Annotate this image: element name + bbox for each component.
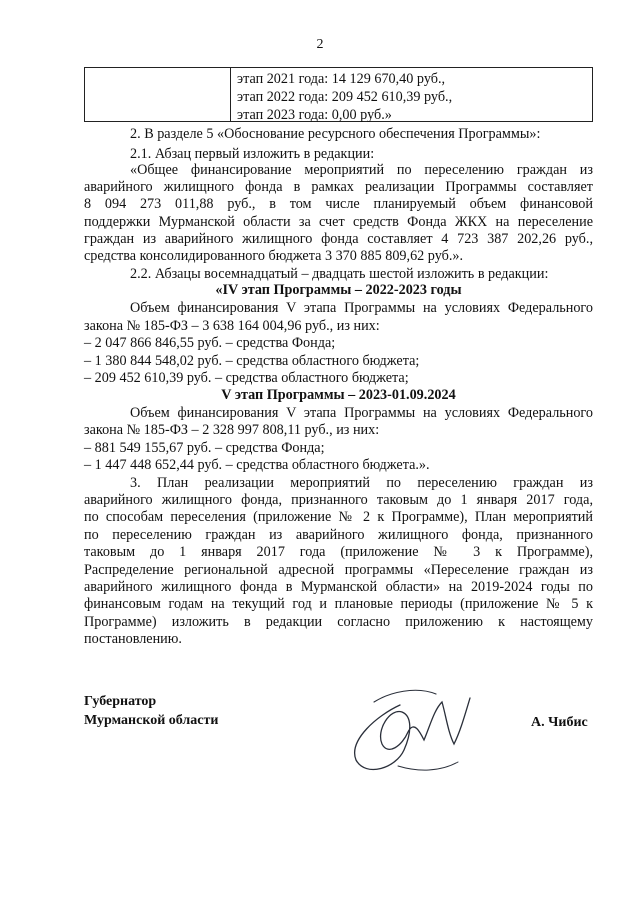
text-line: по переселению граждан из аварийного жилищного фонда, признанного: [84, 527, 593, 543]
text-line: аварийного жилищного фонда в Мурманской области» на 2019-2024 годы по: [84, 579, 593, 595]
text-line: Объем финансирования V этапа Программы на условиях Федерального: [130, 405, 593, 421]
table-row: этап 2021 года: 14 129 670,40 руб.,: [237, 71, 446, 87]
signatory-title: Мурманской области: [84, 713, 219, 728]
list-item: – 2 047 866 846,55 руб. – средства Фонда;: [84, 335, 336, 351]
list-item: – 1 447 448 652,44 руб. – средства областного бюджета.».: [84, 457, 430, 473]
text-line: постановлению.: [84, 631, 182, 647]
text-line: средства консолидированного бюджета 3 370 885 809,62 руб.».: [84, 248, 464, 264]
table-column-divider: [230, 68, 231, 121]
text-line: Программе) изложить в редакции согласно приложению к настоящему: [84, 614, 593, 630]
text-line: 2. В разделе 5 «Обоснование ресурсного обеспечения Программы»:: [130, 126, 541, 142]
text-line: 2.2. Абзацы восемнадцатый – двадцать шестой изложить в редакции:: [130, 266, 549, 282]
signatory-title: Губернатор: [84, 694, 157, 709]
page-number: 2: [316, 37, 324, 52]
list-item: – 881 549 155,67 руб. – средства Фонда;: [84, 440, 325, 456]
text-line: закона № 185-ФЗ – 3 638 164 004,96 руб., из них:: [84, 318, 380, 334]
text-line: финансовым годам на текущий год и плановые периоды (приложение № 5 к: [84, 596, 593, 612]
text-line: поддержки Мурманской области за счет средств Фонда ЖКХ на переселение: [84, 214, 593, 230]
handwritten-signature: [338, 680, 478, 780]
table-cell: [237, 70, 452, 125]
text-line: аварийного жилищного фонда в рамках реализации Программы составляет: [84, 179, 593, 195]
text-line: 8 094 273 011,88 руб., в том числе планируемый объем финансовой: [84, 196, 593, 212]
stages-table: [84, 67, 593, 122]
text-line: по способам переселения (приложение № 2 к Программе), План мероприятий: [84, 509, 593, 525]
section-heading: V этап Программы – 2023-01.09.2024: [221, 387, 456, 403]
text-line: граждан из аварийного жилищного фонда составляет 4 723 387 202,26 руб.,: [84, 231, 593, 247]
text-line: таковым до 1 января 2017 года (приложение № 3 к Программе),: [84, 544, 593, 560]
table-row: этап 2023 года: 0,00 руб.»: [237, 107, 392, 124]
text-line: закона № 185-ФЗ – 2 328 997 808,11 руб., из них:: [84, 422, 380, 438]
list-item: – 1 380 844 548,02 руб. – средства областного бюджета;: [84, 353, 420, 369]
text-line: Объем финансирования V этапа Программы на условиях Федерального: [130, 300, 593, 316]
text-line: 3. План реализации мероприятий по переселению граждан из: [130, 475, 593, 491]
text-line: 2.1. Абзац первый изложить в редакции:: [130, 146, 375, 162]
text-line: «Общее финансирование мероприятий по переселению граждан из: [130, 162, 593, 178]
signatory-name: А. Чибис: [531, 715, 588, 730]
section-heading: «IV этап Программы – 2022-2023 годы: [215, 282, 462, 298]
text-line: Распределение региональной адресной программы «Переселение граждан из: [84, 562, 593, 578]
text-line: аварийного жилищного фонда, признанного таковым до 1 января 2017 года,: [84, 492, 593, 508]
table-row: этап 2022 года: 209 452 610,39 руб.,: [237, 89, 453, 106]
list-item: – 209 452 610,39 руб. – средства областного бюджета;: [84, 370, 409, 386]
